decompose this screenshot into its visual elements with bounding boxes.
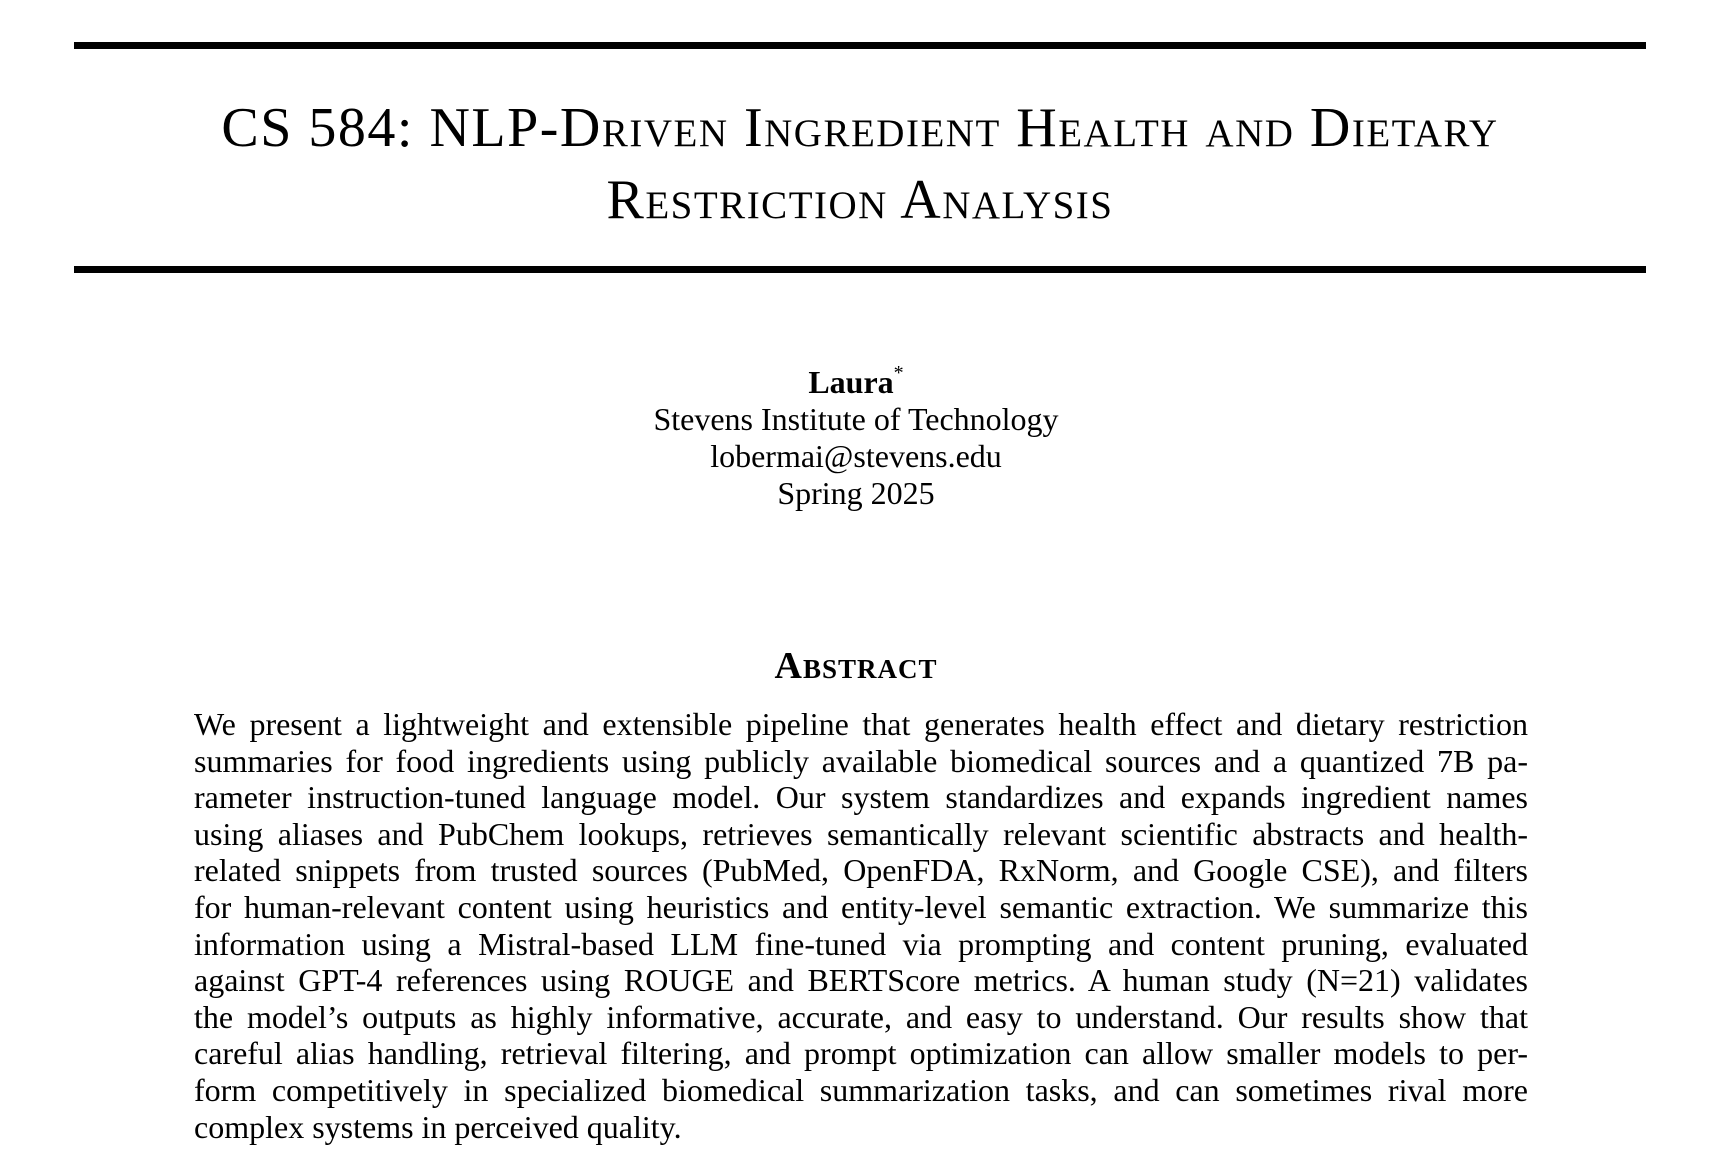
- abstract-line: careful alias handling, retrieval filtering, and prompt optimization can allow smaller models to per-: [194, 1035, 1528, 1072]
- title-line-2: Restriction Analysis: [606, 169, 1114, 231]
- abstract-line: for human-relevant content using heuristics and entity-level semantic extraction. We summarize this: [194, 888, 1528, 925]
- abstract-heading: Abstract: [774, 645, 938, 687]
- author-affiliation: Stevens Institute of Technology: [653, 401, 1059, 437]
- abstract-line: related snippets from trusted sources (PubMed, OpenFDA, RxNorm, and Google CSE), and filters: [194, 852, 1528, 889]
- abstract-line: summaries for food ingredients using publicly available biomedical sources and a quantized 7B pa-: [194, 742, 1528, 779]
- abstract-line: form competitively in specialized biomedical summarization tasks, and can sometimes rival more: [194, 1071, 1528, 1108]
- author-date: Spring 2025: [777, 475, 935, 511]
- abstract-line: using aliases and PubChem lookups, retrieves semantically relevant scientific abstracts and health-: [194, 815, 1528, 852]
- title-bottom-rule: [74, 266, 1646, 273]
- paper-title: [74, 92, 1646, 236]
- abstract-line: information using a Mistral-based LLM fine-tuned via prompting and content pruning, evaluated: [194, 925, 1528, 962]
- abstract-body: [194, 706, 1528, 1145]
- abstract-line: complex systems in perceived quality.: [194, 1108, 682, 1145]
- author-footnote-mark: *: [893, 362, 904, 384]
- abstract-line: rameter instruction-tuned language model. Our system standardizes and expands ingredient names: [194, 779, 1528, 816]
- title-line-1: CS 584: NLP-Driven Ingredient Health and Dietary: [221, 97, 1499, 159]
- author-name: Laura: [808, 364, 894, 400]
- author-email: lobermai@stevens.edu: [710, 438, 1002, 474]
- author-block: [0, 364, 1712, 512]
- abstract-line: the model’s outputs as highly informative, accurate, and easy to understand. Our results show that: [194, 998, 1528, 1035]
- abstract-line: We present a lightweight and extensible pipeline that generates health effect and dietary restriction: [194, 706, 1528, 742]
- abstract-line: against GPT-4 references using ROUGE and BERTScore metrics. A human study (N=21) validates: [194, 962, 1528, 999]
- title-top-rule: [74, 42, 1646, 49]
- author-name-line: [0, 364, 1712, 401]
